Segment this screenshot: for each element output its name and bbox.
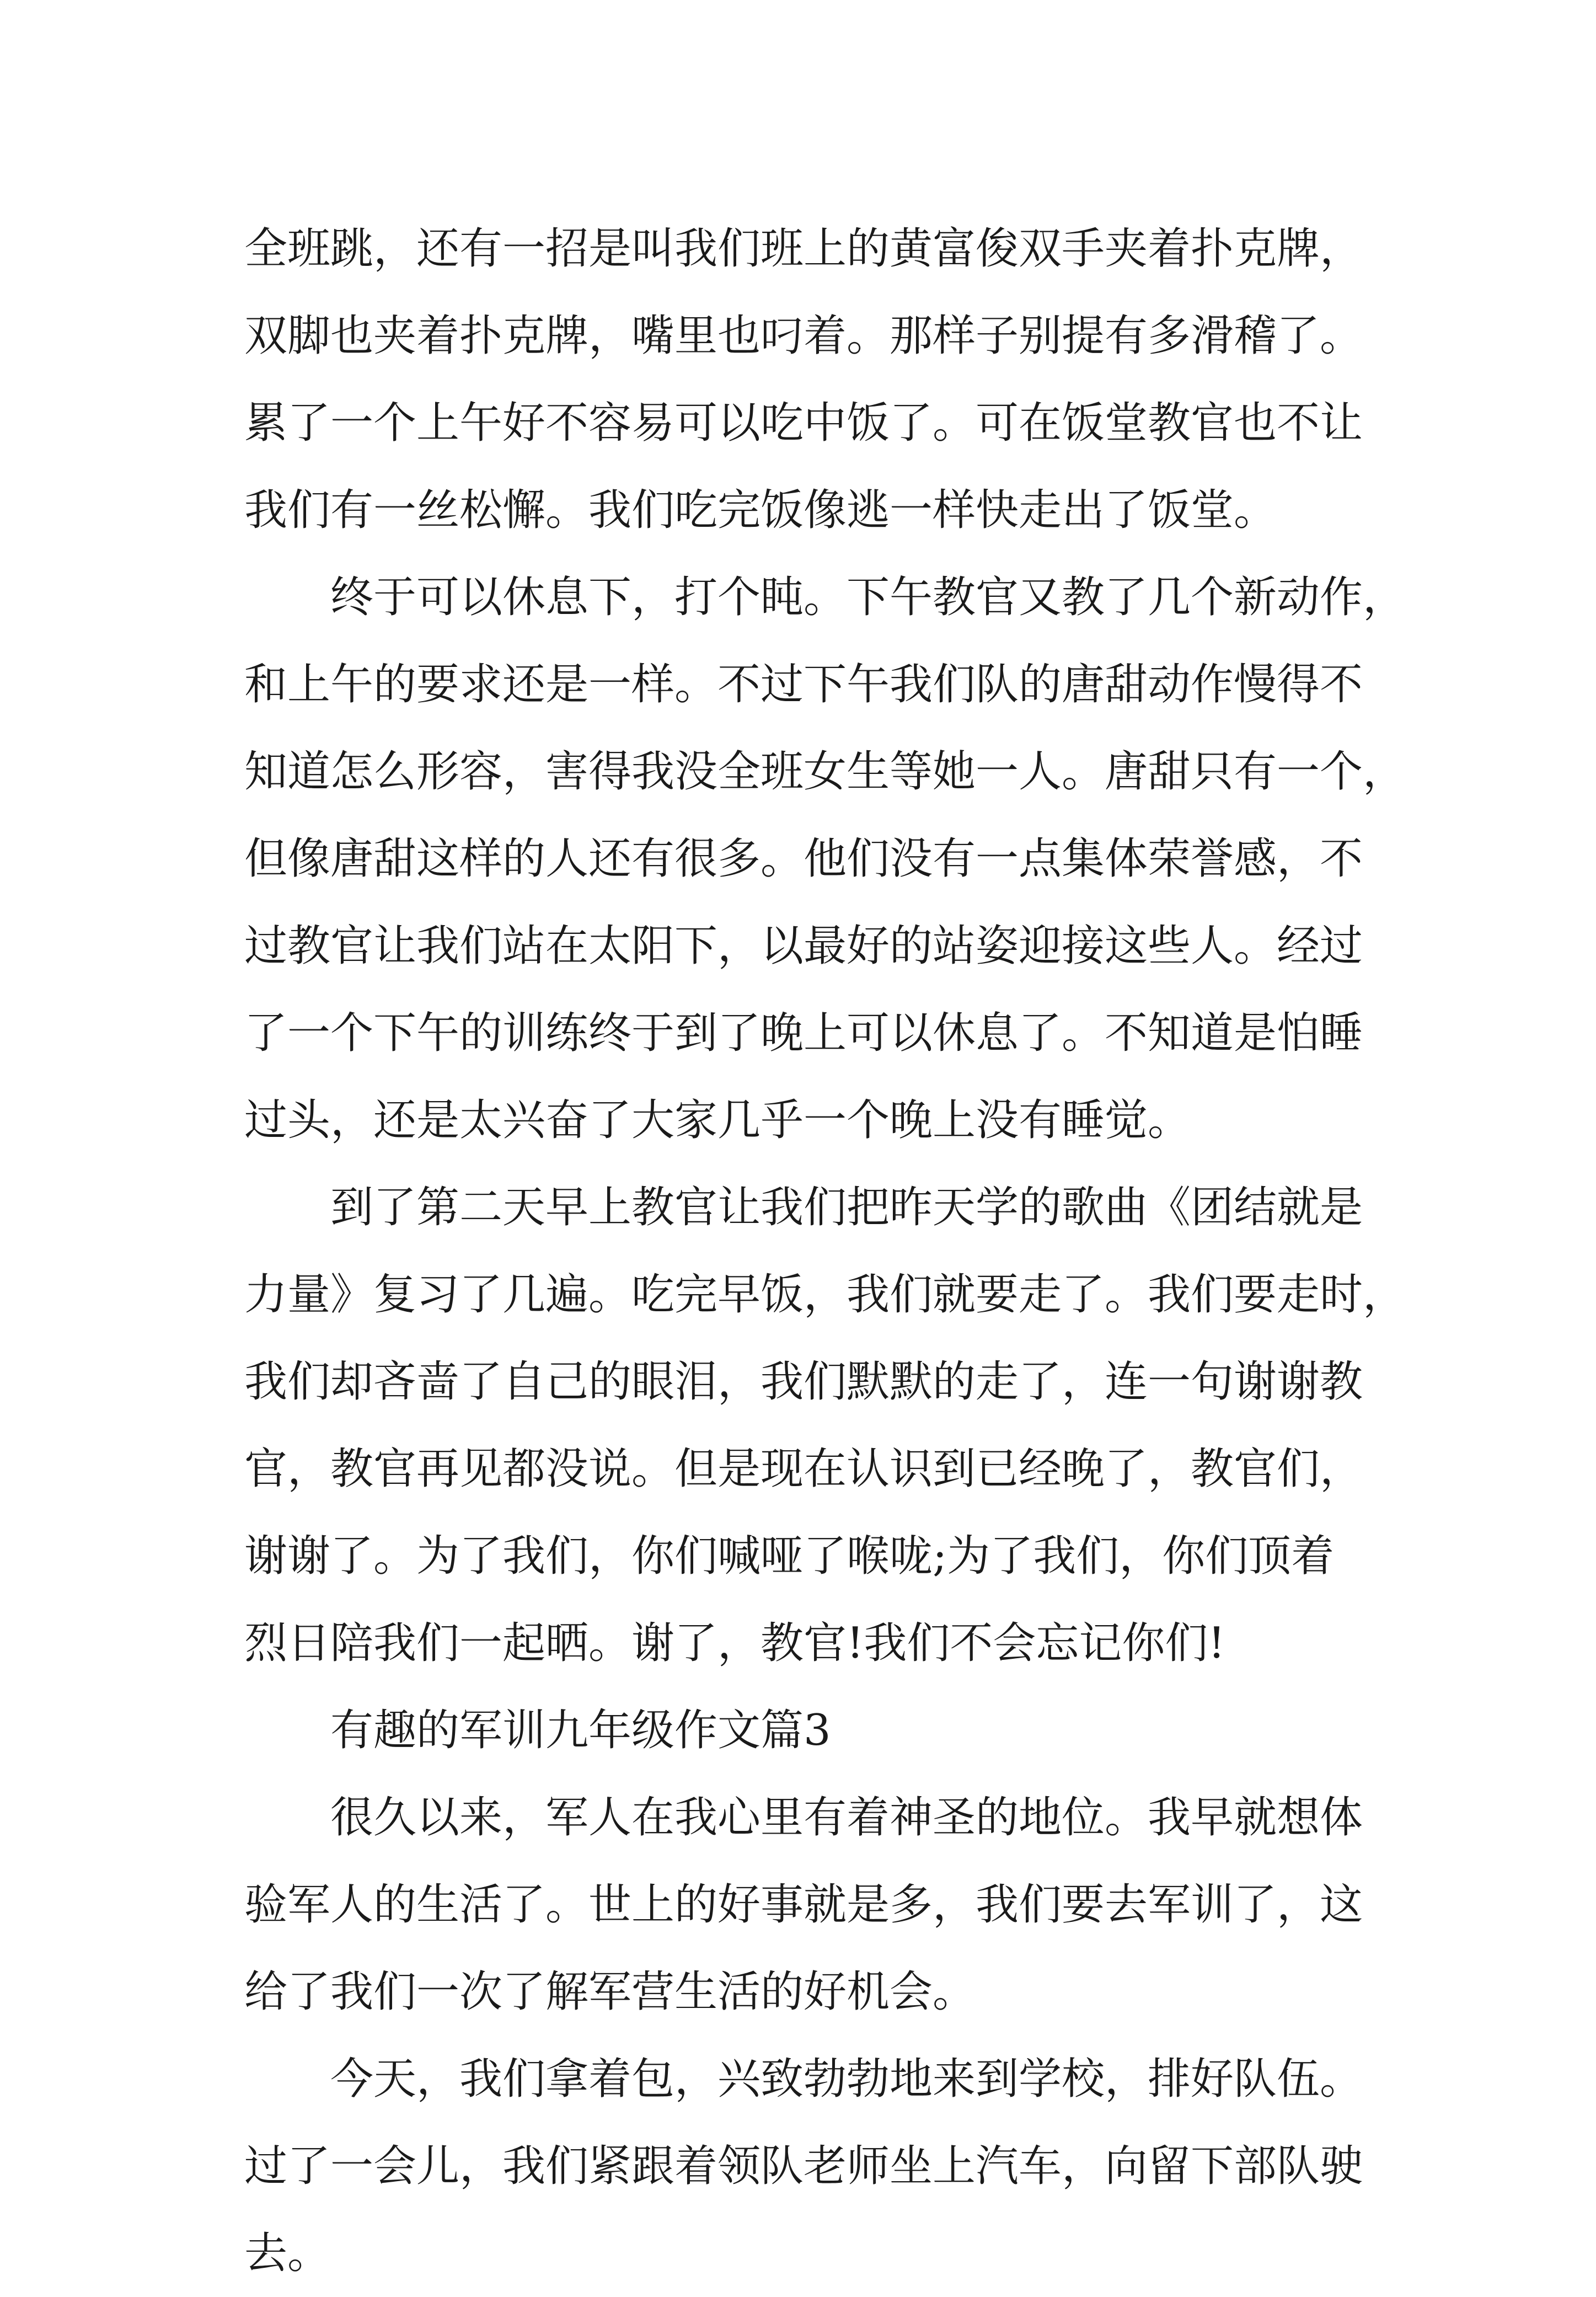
text-line-13: 力量》复习了几遍。吃完早饭，我们就要走了。我们要走时， — [244, 1270, 1406, 1320]
text-line-21: 给了我们一次了解军营生活的好机会。 — [244, 1967, 976, 2017]
text-line-7: 知道怎么形容，害得我没全班女生等她一人。唐甜只有一个， — [244, 747, 1406, 797]
text-line-16: 谢谢了。为了我们，你们喊哑了喉咙;为了我们，你们顶着 — [244, 1531, 1335, 1581]
text-line-6: 和上午的要求还是一样。不过下午我们队的唐甜动作慢得不 — [244, 660, 1363, 709]
text-line-23: 过了一会儿，我们紧跟着领队老师坐上汽车，向留下部队驶 — [244, 2141, 1363, 2191]
text-line-9: 过教官让我们站在太阳下，以最好的站姿迎接这些人。经过 — [244, 921, 1363, 971]
body-text — [244, 205, 1406, 2297]
text-line-17: 烈日陪我们一起晒。谢了，教官!我们不会忘记你们! — [244, 1618, 1225, 1668]
text-line-10: 了一个下午的训练终于到了晚上可以休息了。不知道是怕睡 — [244, 1008, 1363, 1058]
text-line-1: 全班跳，还有一招是叫我们班上的黄富俊双手夹着扑克牌， — [244, 224, 1363, 274]
text-line-11: 过头，还是太兴奋了大家几乎一个晚上没有睡觉。 — [244, 1096, 1191, 1145]
text-line-19: 很久以来，军人在我心里有着神圣的地位。我早就想体 — [330, 1793, 1363, 1842]
text-line-24: 去。 — [244, 2229, 331, 2278]
text-line-14: 我们却吝啬了自己的眼泪，我们默默的走了，连一句谢谢教 — [244, 1357, 1363, 1407]
text-line-12: 到了第二天早上教官让我们把昨天学的歌曲《团结就是 — [330, 1183, 1363, 1232]
text-line-15: 官，教官再见都没说。但是现在认识到已经晚了，教官们， — [244, 1444, 1363, 1494]
text-line-2: 双脚也夹着扑克牌，嘴里也叼着。那样子别提有多滑稽了。 — [244, 311, 1363, 361]
text-line-3: 累了一个上午好不容易可以吃中饭了。可在饭堂教官也不让 — [244, 398, 1363, 448]
text-line-4: 我们有一丝松懈。我们吃完饭像逃一样快走出了饭堂。 — [244, 485, 1277, 535]
text-line-5: 终于可以休息下，打个盹。下午教官又教了几个新动作， — [330, 573, 1406, 622]
text-line-20: 验军人的生活了。世上的好事就是多，我们要去军训了，这 — [244, 1880, 1363, 1930]
section-heading: 有趣的军训九年级作文篇3 — [330, 1706, 831, 1755]
text-line-22: 今天，我们拿着包，兴致勃勃地来到学校，排好队伍。 — [330, 2054, 1363, 2104]
text-line-8: 但像唐甜这样的人还有很多。他们没有一点集体荣誉感，不 — [244, 834, 1363, 884]
